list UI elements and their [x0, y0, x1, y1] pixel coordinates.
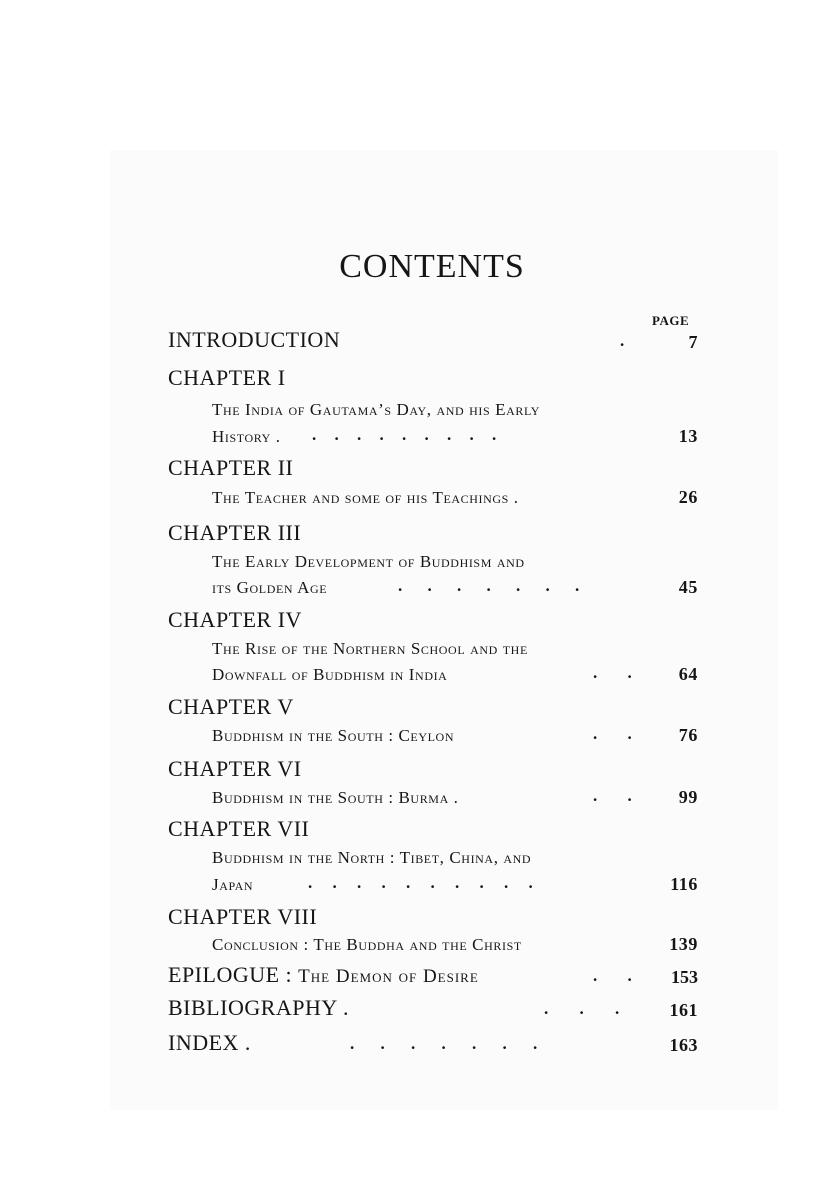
page-number: 139	[669, 934, 698, 954]
toc-entry-chapter-7[interactable]	[212, 871, 698, 895]
dot-leader: . .	[593, 786, 632, 805]
chapter-heading: CHAPTER III	[168, 520, 302, 545]
chapter-heading: CHAPTER VII	[168, 816, 310, 841]
page-number: 76	[678, 725, 698, 745]
page-number: 26	[678, 487, 698, 507]
dot-leader: . . . . . . . . .	[312, 425, 497, 444]
toc-entry-chapter-6[interactable]	[212, 784, 698, 808]
entry-title: The India of Gautama’s Day, and his Early	[212, 400, 540, 419]
chapter-heading: CHAPTER II	[168, 455, 294, 480]
entry-title: its Golden Age	[212, 578, 328, 597]
toc-entry-chapter-5[interactable]	[212, 722, 698, 746]
entry-label: BIBLIOGRAPHY .	[168, 995, 349, 1020]
toc-entry-chapter-2[interactable]	[212, 484, 698, 508]
toc-entry-chapter-4-line1	[212, 635, 698, 659]
dot-leader: .	[620, 331, 625, 350]
toc-entry-bibliography[interactable]	[168, 997, 698, 1021]
chapter-heading: CHAPTER V	[168, 694, 294, 719]
page-number: 153	[671, 967, 698, 987]
chapter-heading: CHAPTER VI	[168, 756, 302, 781]
toc-entry-chapter-4[interactable]	[212, 661, 698, 685]
dot-leader: . . . . . . . . . .	[308, 873, 533, 892]
toc-entry-chapter-1-line1	[212, 396, 698, 420]
entry-label: INTRODUCTION	[168, 327, 341, 352]
toc-entry-chapter-3[interactable]	[212, 574, 698, 598]
page-title: CONTENTS	[339, 248, 525, 285]
entry-label	[168, 962, 479, 988]
page-number: 13	[678, 426, 698, 446]
toc-entry-chapter-7-line1	[212, 844, 698, 868]
dot-leader: . .	[593, 663, 632, 682]
entry-title: The Rise of the Northern School and the	[212, 639, 528, 658]
page-number: 7	[688, 332, 698, 352]
dot-leader: . . . . . . .	[350, 1034, 538, 1053]
page-number: 99	[678, 787, 698, 807]
entry-title: Buddhism in the South : Burma .	[212, 788, 459, 807]
toc-entry-epilogue[interactable]	[168, 964, 698, 988]
page-number: 64	[678, 664, 698, 684]
dot-leader: . .	[593, 724, 632, 743]
entry-title: Buddhism in the South : Ceylon	[212, 726, 455, 745]
page-number: 161	[669, 1000, 698, 1020]
page-number: 45	[678, 577, 698, 597]
dot-leader: . . .	[544, 999, 620, 1018]
toc-entry-introduction[interactable]	[168, 329, 698, 353]
page-number: 116	[670, 874, 698, 894]
entry-title: History .	[212, 427, 281, 446]
toc-entry-chapter-3-line1	[212, 548, 698, 572]
chapter-heading: CHAPTER IV	[168, 607, 302, 632]
dot-leader: . .	[593, 966, 632, 985]
entry-title: Downfall of Buddhism in India	[212, 665, 448, 684]
entry-title: Conclusion : The Buddha and the Christ	[212, 935, 522, 954]
entry-title: Japan	[212, 875, 254, 894]
entry-label: INDEX .	[168, 1030, 251, 1055]
epilogue-title: The Demon of Desire	[298, 966, 479, 987]
toc-entry-chapter-8[interactable]	[212, 931, 698, 955]
chapter-heading: CHAPTER I	[168, 365, 286, 390]
page-number: 163	[669, 1035, 698, 1055]
entry-title: The Early Development of Buddhism and	[212, 552, 525, 571]
entry-title: The Teacher and some of his Teachings .	[212, 488, 519, 507]
toc-entry-index[interactable]	[168, 1032, 698, 1056]
epilogue-label: EPILOGUE :	[168, 962, 293, 987]
dot-leader: . . . . . . .	[398, 576, 580, 595]
entry-title: Buddhism in the North : Tibet, China, and	[212, 848, 532, 867]
chapter-heading: CHAPTER VIII	[168, 904, 318, 929]
page-column-header: PAGE	[652, 313, 690, 328]
toc-entry-chapter-1[interactable]	[212, 423, 698, 447]
